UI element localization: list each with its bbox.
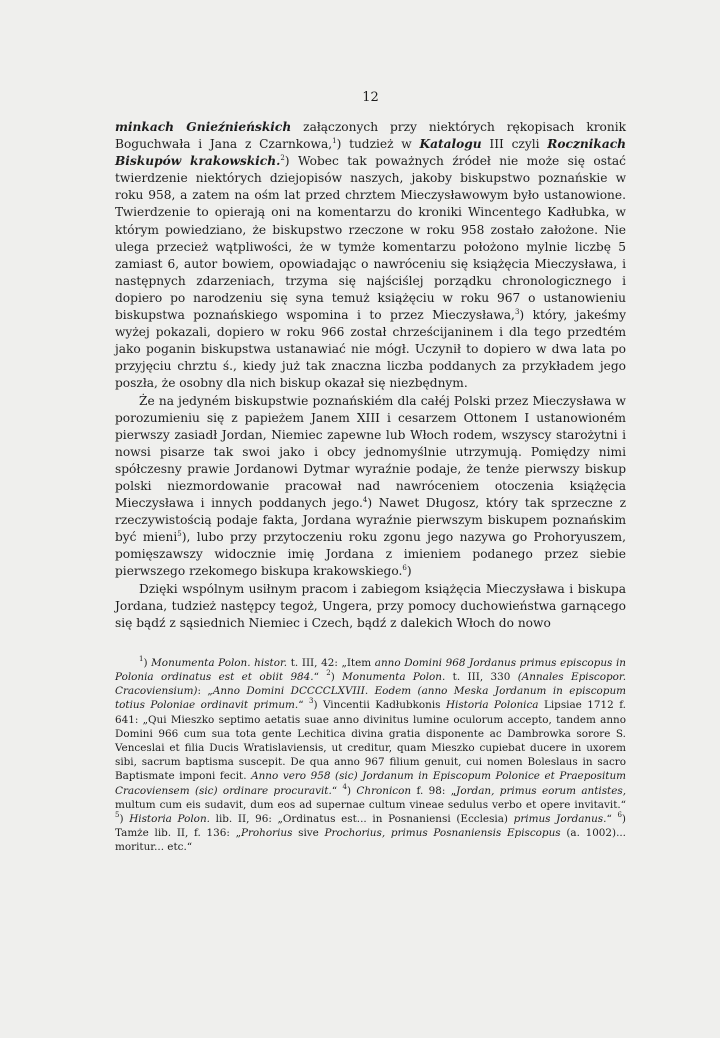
text-run: ) który, jakeśmy wyżej pokazali, dopiero w roku 966 został chrześcijaninem i dla tego przedtém jako poganin biskupstwa ustanawiać nie mógł. Uczynił to dopiero w dwa lata po przyjęciu chrztu ś., kiedy już tak znaczna liczba poddanych za przykładem jego poszła, że osobny dla nich biskup okazał się niezbędnym. [115,308,626,391]
footnote-marker: 1 [139,654,144,663]
italic-text: Historia Polonica [445,699,539,712]
text-run: “ [331,784,343,797]
paragraph [115,119,626,393]
footnote-marker: 4 [342,782,347,791]
text-run: f. 98: „ [411,784,457,797]
text-run: t. III, 330 [445,671,518,684]
text-run: Dzięki wspólnym usiłnym pracom i zabiegom książęcia Mieczysława i biskupa Jordana, tudzież następcy tegoż, Ungera, przy pomocy duchowieństwa garnącego się bądź z sąsiednich Niemiec i Czech, bądź z dalekich Włoch do nowo [115,581,626,630]
footnote-marker: 2 [326,669,331,678]
paragraph [115,393,626,581]
italic-text: Prohorius [240,827,293,840]
text-run: ), lubo przy przytoczeniu roku zgonu jego nazywa go Prohoryuszem, pomięszawszy widocznie imię Jordana z imieniem podanego przez siebie pierwszego rzekomego biskupa krakowskiego. [115,530,626,579]
main-text [115,119,626,632]
italic-text: Historia Polon. [129,813,210,826]
text-run: ) tudzież w [336,137,420,152]
text-run: lib. II, 96: „Ordinatus est... in Posnaniensi (Ecclesia) [209,813,514,826]
italic-text: Chronicon [356,784,412,797]
footnote-marker: 6 [402,564,407,573]
text-run: załączonych przy niektórych rękopisach kronik Boguchwała i Jana z Czarnkowa, [115,120,626,152]
italic-text: anno Domini 968 Jordanus primus episcopus in Polonia ordinatus est et obiit 984. [115,656,626,684]
page-number: 12 [362,90,379,105]
text-run: (a. 1002)... moritur... etc.“ [115,827,626,854]
italic-text: Monumenta Polon. [342,671,446,684]
text-run: multum cum eis sudavit, dum eos ad supernae cultum vineae sedulus verbo et opere invitavit.“ [115,798,626,811]
italic-text: Anno vero 958 (sic) Jordanum in Episcopum Polonice et Praepositum Cracoviensem (sic) ordinare procuravit. [115,770,626,797]
text-run: ) [330,671,343,684]
text-run: t. III, 42: „Item [287,656,375,669]
italic-text: Anno Domini DCCCCLXVIII. Eodem (anno Meska Jordanum in episcopum totius Poloniae ordinavit primum. [115,685,626,712]
footnote-marker: 5 [177,530,182,539]
emphasized-text: Rocznikach Biskupów krakowskich. [115,137,626,169]
text-run: ) [119,813,130,826]
text-run: : „ [197,685,213,698]
text-run: ) [346,784,357,797]
paragraph [115,581,626,632]
footnote-marker: 3 [514,308,520,317]
emphasized-text: Katalogu [419,137,482,152]
italic-text: (Annales Episcopor. Cracoviensium) [115,671,627,698]
text-run: “ [313,671,327,684]
text-run: ) Vincentii Kadłubkonis [313,699,446,712]
footnote-marker: 6 [617,811,622,820]
footnote-marker: 5 [115,811,120,820]
text-run: ) Tamże lib. II, f. 136: „ [115,813,626,840]
footnote-marker: 2 [280,154,285,163]
italic-text: Jordan, primus eorum antistes, [456,784,627,797]
text-run: ) [406,564,412,579]
text-run: sive [292,827,325,840]
italic-text: Prochorius, primus Posnaniensis Episcopus [324,827,561,840]
footnote-marker: 3 [309,697,314,706]
italic-text: primus Jordanus. [513,813,607,826]
text-run: III czyli [481,137,548,152]
text-run: ) [143,656,152,669]
footnotes [115,656,626,855]
text-run: ) Wobec tak poważnych źródeł nie może się ostać twierdzenie niektórych dziejopisów naszych, jakoby biskupstwo poznańskie w roku 958, a zatem na ośm lat przed chrztem Mieczysławowym było ustanowione. Twierdzenie to opierają oni na komentarzu do kroniki Wincentego Kadłubka, w którym powiedziano, że biskupstwo rzeczone w roku 958 zostało założone. Nie ulega przecież wątpliwości, że w tymże komentarzu położono mylnie liczbę 5 zamiast 6, autor bowiem, opowiadając o nawróceniu się książęcia Mieczysława, i następnych zdarzeniach, trzyma się najściślej porządku chronologicznego i dopiero po narodzeniu się syna temuż książęciu w roku 967 o ustanowieniu biskupstwa poznańskiego wspomina i to przez Mieczysława, [115,154,626,323]
italic-text: Monumenta Polon. histor. [151,656,288,669]
text-run: “ [298,699,309,712]
text-run: ) Nawet Długosz, który tak sprzeczne z rzeczywistością podaje fakta, Jordana wyraźnie pierwszym biskupem poznańskim być mieni [115,496,626,545]
emphasized-text: minkach Gnieźnieńskich [115,120,292,134]
footnote-marker: 4 [362,496,368,505]
text-run: Lipsiae 1712 f. 641: „Qui Mieszko septimo aetatis suae anno divinitus lumine oculorum accepto, tandem anno Domini 966 cum sua tota gente Lechitica divina gratia disponente ac Dambrowka sorore S. Venceslai et filia Ducis Wratislaviensis, ut creditur, quam Mieszko cupiebat ducere in uxorem sibi, sacrum baptisma suscepit. De qua anno 967 filium genuit, cui nomen Boleslaus in sacro Baptismate imponi fecit. [115,699,626,783]
text-run: “ [606,813,618,826]
footnote-marker: 1 [332,137,337,146]
footnote-block [115,656,626,855]
text-run: Że na jedyném biskupstwie poznańskiém dla całéj Polski przez Mieczysława w porozumieniu się z papieżem Janem XIII i cesarzem Ottonem I ustanowioném pierwszy zasiadł Jordan, Niemiec zapewne lub Włoch rodem, wszyscy starożytni i nowsi pisarze tak swoi jako i obcy jednomyślnie utrzymują. Pomiędzy nimi spółczesny prawie Jordanowi Dytmar wyraźnie podaje, że tenże pierwszy biskup polski niezmordowanie pracował nad nawróceniem otoczenia książęcia Mieczysława i innych poddanych jego. [115,393,626,511]
